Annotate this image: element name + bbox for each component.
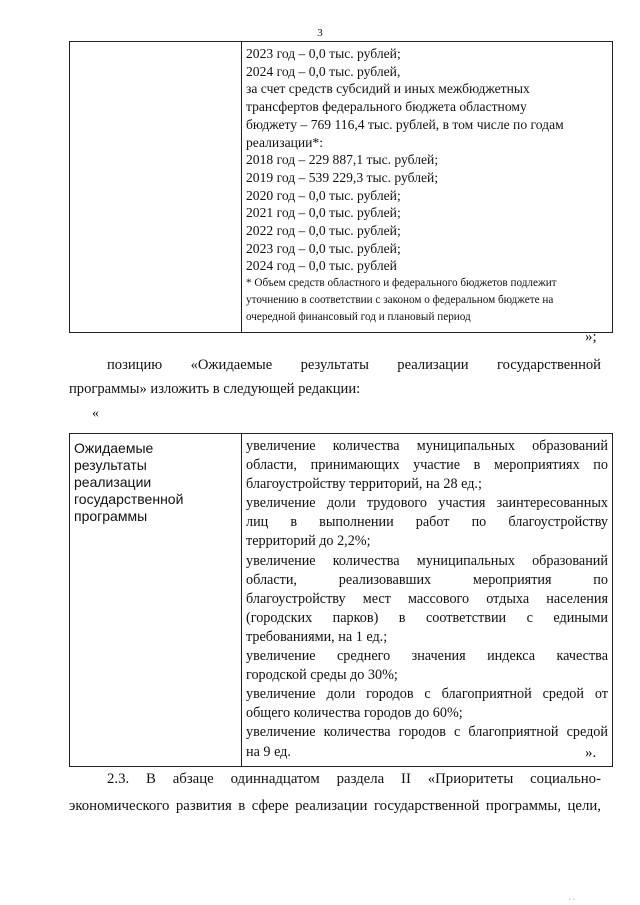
funding-table-right-cell: [242, 42, 613, 333]
funding-line: 2020 год – 0,0 тыс. рублей;: [246, 187, 401, 203]
funding-line: 2018 год – 229 887,1 тыс. рублей;: [246, 152, 439, 168]
result-line: увеличение доли трудового участия заинтересованных: [246, 495, 608, 512]
paragraph-position: [69, 353, 601, 401]
result-line: на 9 ед.: [246, 743, 291, 760]
expected-results-label-cell: [70, 434, 242, 767]
funding-table: [69, 41, 613, 333]
funding-line: бюджету – 769 116,4 тыс. рублей, в том числе по годам: [246, 116, 564, 132]
result-line: территорий до 2,2%;: [246, 533, 371, 550]
scan-mark: ˌ ˌ: [568, 891, 576, 900]
funding-line: 2024 год – 0,0 тыс. рублей: [246, 258, 397, 274]
funding-line: 2023 год – 0,0 тыс. рублей;: [246, 46, 401, 61]
funding-line: 2021 год – 0,0 тыс. рублей;: [246, 205, 401, 221]
funding-footnote: [246, 275, 608, 326]
result-line: увеличение количества муниципальных образований: [246, 552, 608, 569]
closing-quote: »;: [585, 329, 597, 345]
result-line: городской среды до 30%;: [246, 667, 398, 684]
funding-line: 2024 год – 0,0 тыс. рублей,: [246, 63, 401, 79]
footnote-line: * Объем средств областного и федерального бюджетов подлежит: [246, 277, 557, 290]
result-line: благоустройству мест массового отдыха населения: [246, 590, 608, 607]
funding-line: 2019 год – 539 229,3 тыс. рублей;: [246, 169, 439, 185]
funding-line: 2022 год – 0,0 тыс. рублей;: [246, 223, 401, 239]
page-number: 3: [317, 27, 323, 39]
label-line: Ожидаемые: [74, 440, 154, 456]
expected-results-table: [69, 433, 613, 767]
result-line: общего количества городов до 60%;: [246, 705, 463, 722]
result-line: (городских парков) в соответствии с едиными: [246, 609, 608, 626]
footnote-line: уточнению в соответствии с законом о федеральном бюджете на: [246, 294, 554, 307]
paragraph-line: программы» изложить в следующей редакции:: [69, 381, 361, 397]
paragraph-line: экономического развития в сфере реализации государственной программы, цели,: [69, 798, 601, 814]
label-line: реализации: [74, 474, 152, 490]
result-line: требованиями, на 1 ед.;: [246, 628, 388, 645]
label-line: результаты: [74, 457, 147, 473]
result-line: увеличение количества городов с благоприятной средой: [246, 724, 608, 741]
paragraph-line: позицию «Ожидаемые результаты реализации государственной: [107, 357, 601, 373]
result-line: увеличение доли городов с благоприятной средой от: [246, 686, 608, 703]
result-line: благоустройству территорий, на 28 ед.;: [246, 476, 482, 493]
result-line: лиц в выполнении работ по благоустройству: [246, 514, 608, 531]
result-line: увеличение среднего значения индекса качества: [246, 648, 608, 665]
footnote-line: очередной финансовый год и плановый период: [246, 311, 471, 324]
paragraph-section: [69, 766, 601, 820]
funding-line: за счет средств субсидий и иных межбюджетных: [246, 81, 530, 97]
result-line: области, реализовавших мероприятия по: [246, 571, 608, 588]
label-line: программы: [74, 508, 148, 524]
opening-quote: «: [92, 406, 99, 421]
funding-line: трансфертов федерального бюджета областному: [246, 99, 527, 115]
closing-quote: ».: [585, 745, 597, 761]
funding-line: реализации*:: [246, 134, 324, 150]
expected-results-value-cell: [242, 434, 613, 767]
funding-line: 2023 год – 0,0 тыс. рублей;: [246, 240, 401, 256]
result-line: области, принимающих участие в мероприятиях по: [246, 457, 608, 474]
label-line: государственной: [74, 491, 184, 507]
result-line: увеличение количества муниципальных образований: [246, 438, 608, 454]
funding-table-left-cell: [70, 42, 242, 333]
paragraph-line: 2.3. В абзаце одиннадцатом раздела II «Приоритеты социально-: [107, 771, 601, 787]
